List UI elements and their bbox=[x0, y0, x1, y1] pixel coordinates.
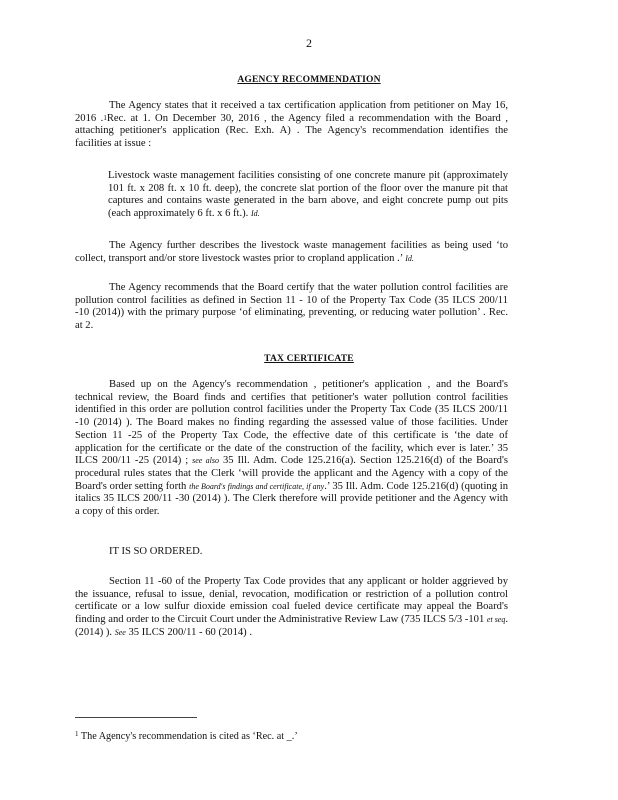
paragraph-agency-description bbox=[75, 240, 508, 265]
paragraph-agency-recommends bbox=[75, 282, 508, 333]
signal-see: See bbox=[114, 627, 126, 637]
paragraph-text: Section 11 -60 of the Property Tax Code provides that any applicant or holder aggrieved by the issuance, refusal to issue, denial, revocation, modification or restriction of a pollution control certificate or a low sulfur dioxide emission coal fueled device certificate may appeal the Board's finding and order to the Circuit Court under the Administrative Review Law (735 ILCS 5/3 -101 bbox=[75, 576, 508, 626]
citation-id: Id. bbox=[250, 209, 260, 219]
paragraph-board-findings bbox=[75, 379, 508, 519]
heading-agency-recommendation: AGENCY RECOMMENDATION bbox=[237, 75, 381, 85]
signal-see-also: see also bbox=[192, 456, 219, 466]
block-quote-facilities bbox=[108, 170, 508, 221]
paragraph-text: The Agency recommends that the Board certify that the water pollution control facilities are pollution control facilities as defined in Section 11 - 10 of the Property Tax Code (35 ILCS 200/11 -10 (2014)) with the primary purpose ‘of eliminating, preventing, or reducing water pollution’ . Rec. at 2. bbox=[75, 282, 508, 332]
footnote bbox=[75, 731, 298, 742]
footnote-divider bbox=[75, 717, 197, 718]
italic-quote: the Board's findings and certificate, if any bbox=[189, 481, 325, 491]
paragraph-text: The Agency states that it received a tax certification application from petitioner on May 16, 2016 . bbox=[75, 100, 508, 124]
quote-text: Livestock waste management facilities consisting of one concrete manure pit (approximately 101 ft. x 208 ft. x 10 ft. deep), the concrete slat portion of the floor over the manure pit that captures and contains waste generated in the barn above, and eight concrete pump out pits (each approximately 6 ft. x 6 ft.). bbox=[108, 170, 508, 220]
heading-tax-certificate: TAX CERTIFICATE bbox=[264, 354, 354, 364]
ordered-text: IT IS SO ORDERED. bbox=[109, 546, 203, 557]
page-number: 2 bbox=[306, 36, 312, 50]
paragraph-text: . (2014) ). bbox=[75, 614, 509, 638]
paragraph-text: The Agency further describes the livestock waste management facilities as being used ‘to collect, transport and/or store livestock wastes prior to cropland application .’ bbox=[75, 240, 508, 264]
paragraph-text: Based up on the Agency's recommendation , petitioner's application , and the Board's technical review, the Board finds and certifies that petitioner's water pollution control facilities identified in this order are pollution control facilities under the Property Tax Code (35 ILCS 200/11 -10 (2014) ). The Board makes no finding regarding the assessed value of those facilities. Under Section 11 -25 of the Property Tax Code, the effective date of this certificate is ‘the date of application for the certificate or the date of the construction of the facility, which ever is later.’ 35 ILCS 200/11 -25 (2014) ; bbox=[75, 379, 508, 467]
footnote-mark: 1 bbox=[75, 730, 79, 738]
paragraph-text: 35 ILCS 200/11 - 60 (2014) . bbox=[128, 626, 252, 638]
paragraph-appeal-rights bbox=[75, 576, 508, 640]
paragraph-text: Rec. at 1. On December 30, 2016 , the Agency filed a recommendation with the Board , attaching petitioner's application (Rec. Exh. A) . The Agency's recommendation identifies the facilities at issue : bbox=[75, 112, 508, 150]
paragraph-text: .’ 35 Ill. Adm. Code 125.216(d) (quoting in italics 35 ILCS 200/11 -30 (2014) ). The Clerk therefore will provide petitioner and the Agency with a copy of this order. bbox=[75, 480, 508, 518]
citation-id: Id. bbox=[405, 253, 414, 263]
paragraph-agency-statement bbox=[75, 100, 508, 151]
signal-et-seq: et seq bbox=[486, 615, 506, 625]
footnote-reference[interactable]: 1 bbox=[103, 113, 107, 122]
paragraph-text: 35 Ill. Adm. Code 125.216(a). Section 125.216(d) of the Board's procedural rules states that the Clerk ‘will provide the applicant and the Agency with a copy of the Board's order setting forth bbox=[75, 455, 508, 492]
footnote-text: The Agency's recommendation is cited as ‘Rec. at _.’ bbox=[80, 731, 298, 742]
order-statement bbox=[75, 546, 508, 559]
